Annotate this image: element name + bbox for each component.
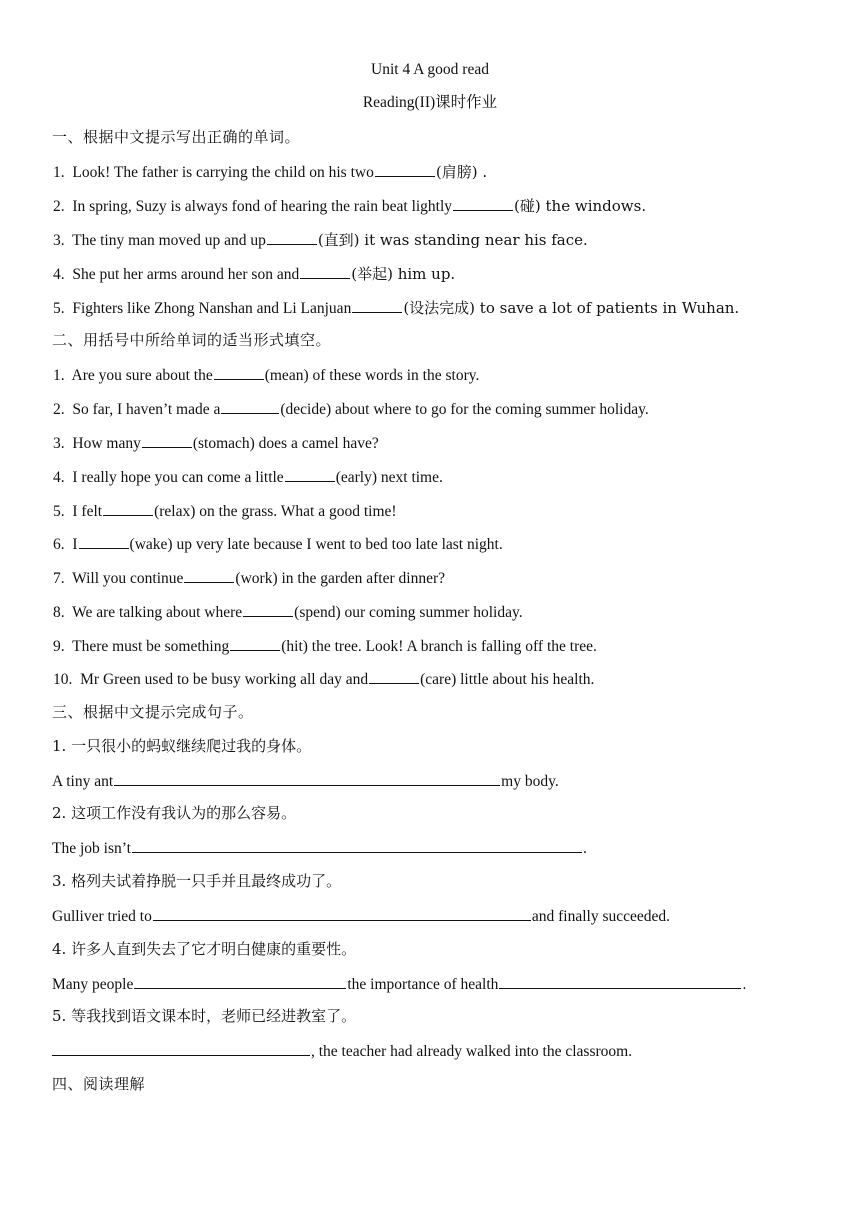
item-text-after: (spend) our coming summer holiday. [294, 604, 523, 621]
item-text-before: Will you continue [72, 570, 184, 587]
item-text-before: Many people [52, 976, 134, 993]
s2-item-3 [53, 432, 379, 452]
item-text-after: (hit) the tree. Look! A branch is falling off the tree. [281, 638, 597, 655]
answer-blank[interactable] [499, 973, 741, 989]
item-text-after: (relax) on the grass. What a good time! [154, 503, 397, 520]
item-text-after: (碰) the windows. [514, 197, 647, 215]
answer-blank[interactable] [103, 500, 153, 516]
section-4-heading: 四、阅读理解 [52, 1075, 146, 1093]
section-2-heading: 二、用括号中所给单词的适当形式填空。 [52, 331, 332, 349]
item-text-before: I [72, 536, 78, 553]
item-text-after: . [582, 840, 587, 857]
section-3-heading: 三、根据中文提示完成句子。 [52, 703, 254, 721]
item-text-before: I felt [72, 503, 103, 520]
answer-blank[interactable] [221, 398, 279, 414]
s2-item-2 [53, 398, 649, 418]
answer-blank[interactable] [369, 668, 419, 684]
item-text-before: A tiny ant [52, 773, 114, 790]
s3-prompt-4: 4. 许多人直到失去了它才明白健康的重要性。 [52, 940, 357, 958]
answer-blank[interactable] [132, 837, 582, 853]
item-number: 6. [53, 536, 65, 553]
item-text-after: (stomach) does a camel have? [192, 435, 379, 452]
item-number: 3. [53, 232, 65, 249]
answer-blank[interactable] [352, 297, 402, 313]
item-text-before: In spring, Suzy is always fond of hearing the rain beat lightly [72, 198, 453, 215]
answer-blank[interactable] [300, 263, 350, 279]
item-text-before: The tiny man moved up and up [72, 232, 266, 249]
item-text-after: , the teacher had already walked into the classroom. [311, 1043, 633, 1060]
item-text-before: Gulliver tried to [52, 908, 152, 925]
item-number: 5. [53, 300, 65, 317]
s2-item-6 [53, 533, 503, 553]
item-text-after: (设法完成) to save a lot of patients in Wuhan. [403, 299, 740, 317]
page-subtitle: Reading(II)课时作业 [362, 94, 498, 111]
s2-item-9 [53, 635, 597, 655]
item-text-before: How many [72, 435, 141, 452]
item-text-after: (work) in the garden after dinner? [235, 570, 446, 587]
answer-blank[interactable] [184, 567, 234, 583]
item-text-after: (举起) him up. [351, 265, 456, 283]
s1-item-2 [53, 195, 646, 215]
s3-prompt-5: 5. 等我找到语文课本时，老师已经进教室了。 [52, 1007, 357, 1025]
item-text-before: She put her arms around her son and [72, 266, 300, 283]
item-text-after: my body. [501, 773, 559, 790]
item-text-before: Mr Green used to be busy working all day and [80, 671, 369, 688]
item-text-after: (直到) it was standing near his face. [317, 231, 588, 249]
item-number: 9. [53, 638, 65, 655]
answer-blank[interactable] [114, 770, 500, 786]
answer-blank[interactable] [142, 432, 192, 448]
s2-item-7 [53, 567, 445, 587]
answer-blank[interactable] [134, 973, 346, 989]
item-text-before: We are talking about where [72, 604, 243, 621]
item-number: 4. [53, 266, 65, 283]
answer-blank[interactable] [453, 195, 513, 211]
s2-item-1 [53, 364, 479, 384]
s1-item-3 [53, 229, 588, 249]
section-1-heading: 一、根据中文提示写出正确的单词。 [52, 128, 301, 146]
s2-item-4 [53, 466, 443, 486]
s2-item-5 [53, 500, 397, 520]
s3-prompt-2: 2. 这项工作没有我认为的那么容易。 [52, 804, 297, 822]
item-text-before: I really hope you can come a little [72, 469, 284, 486]
item-text-after: (wake) up very late because I went to bed too late last night. [129, 536, 503, 553]
item-number: 2. [53, 198, 65, 215]
item-text-after: (mean) of these words in the story. [264, 367, 480, 384]
answer-blank[interactable] [52, 1040, 310, 1056]
answer-blank[interactable] [153, 905, 531, 921]
item-text-before: The job isn’t [52, 840, 131, 857]
s1-item-1 [53, 161, 487, 181]
answer-blank[interactable] [243, 601, 293, 617]
item-text-after: (early) next time. [335, 469, 443, 486]
item-number: 3. [53, 435, 65, 452]
s3-answer-5 [52, 1040, 632, 1060]
item-text-before: Look! The father is carrying the child on his two [72, 164, 374, 181]
answer-blank[interactable] [285, 466, 335, 482]
answer-blank[interactable] [230, 635, 280, 651]
answer-blank[interactable] [267, 229, 317, 245]
item-number: 10. [53, 671, 73, 688]
item-number: 7. [53, 570, 65, 587]
item-text-after: (care) little about his health. [420, 671, 595, 688]
item-number: 4. [53, 469, 65, 486]
s2-item-10 [53, 668, 594, 688]
item-text-before: Are you sure about the [71, 367, 213, 384]
item-number: 1. [53, 164, 65, 181]
item-text-after: . [742, 976, 747, 993]
answer-blank[interactable] [214, 364, 264, 380]
item-text-before: So far, I haven’t made a [72, 401, 221, 418]
item-text-before: There must be something [72, 638, 230, 655]
item-number: 1. [53, 367, 65, 384]
item-number: 8. [53, 604, 65, 621]
item-text-after: (肩膀) . [435, 163, 488, 181]
item-number: 5. [53, 503, 65, 520]
s3-answer-1 [52, 770, 559, 790]
item-text-after: (decide) about where to go for the coming summer holiday. [280, 401, 649, 418]
answer-blank[interactable] [375, 161, 435, 177]
s1-item-5 [53, 297, 739, 317]
s3-prompt-3: 3. 格列夫试着挣脱一只手并且最终成功了。 [52, 872, 342, 890]
s3-answer-2 [52, 837, 587, 857]
item-text-after: and finally succeeded. [531, 908, 671, 925]
item-text-middle: the importance of health [347, 976, 499, 993]
s3-answer-4 [52, 973, 746, 993]
s2-item-8 [53, 601, 523, 621]
item-number: 2. [53, 401, 65, 418]
answer-blank[interactable] [79, 533, 129, 549]
s3-prompt-1: 1. 一只很小的蚂蚁继续爬过我的身体。 [52, 737, 312, 755]
s1-item-4 [53, 263, 455, 283]
item-text-before: Fighters like Zhong Nanshan and Li Lanjuan [72, 300, 352, 317]
page-title: Unit 4 A good read [371, 61, 489, 78]
s3-answer-3 [52, 905, 670, 925]
